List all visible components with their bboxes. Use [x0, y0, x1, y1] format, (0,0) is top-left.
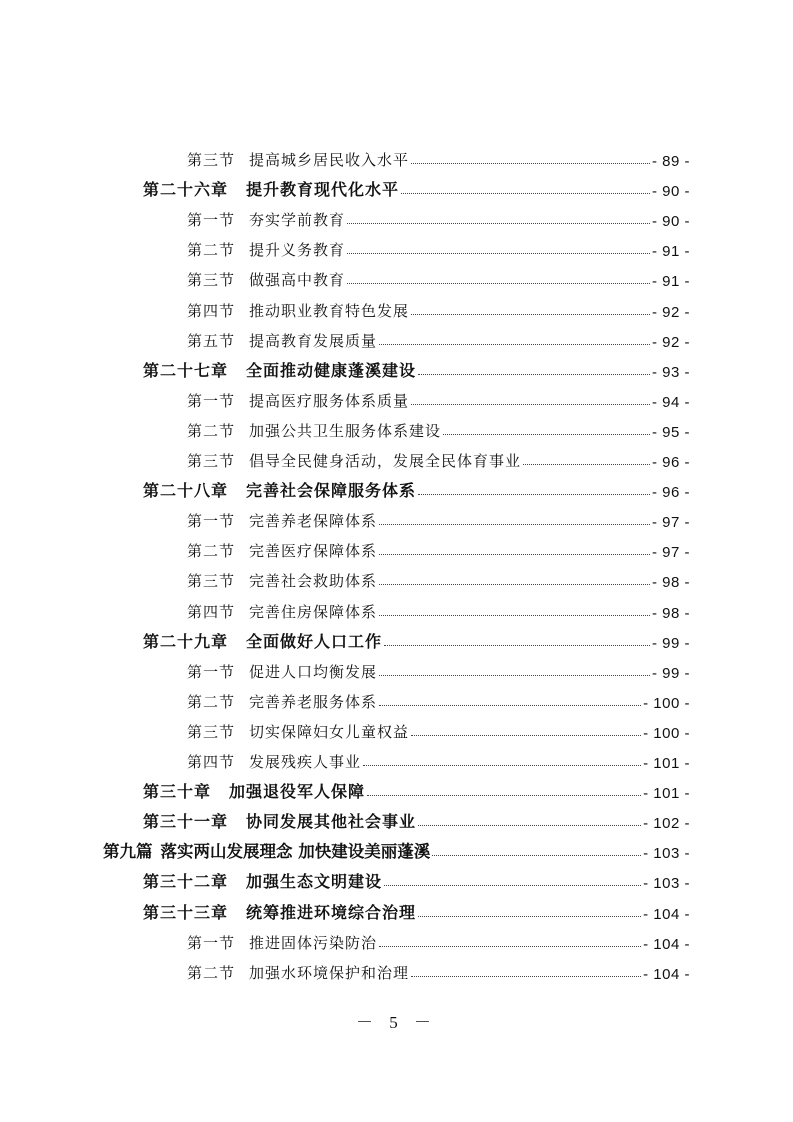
toc-entry-title: 加强退役军人保障 — [229, 782, 366, 802]
toc-section-entry[interactable] — [187, 291, 690, 321]
toc-entry-page-number: - 96 - — [651, 454, 690, 471]
toc-section-entry[interactable] — [187, 652, 690, 682]
toc-entry-title: 加强公共卫生服务体系建设 — [249, 421, 442, 440]
toc-chapter-entry[interactable] — [143, 622, 690, 652]
toc-dot-leader — [347, 222, 650, 224]
toc-entry-page-number: - 101 - — [643, 785, 690, 803]
toc-section-entry[interactable] — [187, 561, 690, 591]
toc-entry-number: 第一节 — [187, 211, 236, 230]
toc-dot-leader — [379, 523, 650, 525]
toc-entry-page-number: - 98 - — [651, 574, 690, 592]
toc-entry-page-number: - 99 - — [651, 664, 690, 682]
toc-dot-leader — [411, 313, 650, 315]
toc-entry-title: 促进人口均衡发展 — [249, 662, 378, 681]
toc-section-entry[interactable] — [187, 441, 690, 471]
toc-dot-leader — [418, 915, 641, 917]
page-number-footer: － 5 － — [356, 1013, 437, 1032]
toc-entry-title: 提高医疗服务体系质量 — [249, 391, 410, 410]
toc-entry-number: 第三节 — [187, 271, 236, 290]
toc-dot-leader — [411, 162, 650, 164]
toc-entry-number: 第二节 — [187, 963, 236, 982]
toc-dot-leader — [523, 463, 650, 465]
toc-entry-number: 第五节 — [187, 331, 236, 350]
toc-entry-title: 提升义务教育 — [249, 241, 346, 260]
toc-section-entry[interactable] — [187, 531, 690, 561]
toc-entry-title: 完善社会救助体系 — [249, 572, 378, 591]
toc-chapter-entry[interactable] — [143, 772, 690, 802]
toc-entry-title: 协同发展其他社会事业 — [246, 812, 417, 832]
toc-part-entry[interactable] — [103, 832, 690, 862]
toc-entry-title: 切实保障妇女儿童权益 — [249, 722, 410, 741]
toc-entry-title: 完善养老保障体系 — [249, 512, 378, 531]
toc-chapter-entry[interactable] — [143, 802, 690, 832]
toc-entry-page-number: - 93 - — [651, 363, 690, 381]
toc-dot-leader — [384, 884, 641, 886]
toc-section-entry[interactable] — [187, 712, 690, 742]
toc-entry-title: 统筹推进环境综合治理 — [246, 902, 417, 922]
toc-entry-page-number: - 92 - — [651, 333, 690, 351]
toc-section-entry[interactable] — [187, 321, 690, 351]
toc-entry-page-number: - 91 - — [651, 243, 690, 261]
toc-dot-leader — [379, 583, 650, 585]
toc-entry-number: 第三节 — [187, 722, 236, 741]
toc-entry-page-number: - 90 - — [651, 213, 690, 231]
toc-entry-title: 落实两山发展理念 加快建设美丽蓬溪 — [160, 842, 431, 862]
toc-entry-number: 第三十章 — [143, 782, 212, 802]
toc-dot-leader — [379, 553, 650, 555]
toc-entry-number: 第二十六章 — [143, 180, 229, 200]
toc-dot-leader — [379, 614, 650, 616]
toc-section-entry[interactable] — [187, 742, 690, 772]
toc-dot-leader — [363, 764, 641, 766]
toc-section-entry[interactable] — [187, 140, 690, 170]
toc-entry-number: 第三十二章 — [143, 872, 229, 892]
toc-entry-page-number: - 103 - — [643, 875, 690, 893]
toc-entry-number: 第二节 — [187, 241, 236, 260]
toc-section-entry[interactable] — [187, 260, 690, 290]
toc-dot-leader — [401, 192, 650, 194]
toc-entry-number: 第九篇 — [103, 842, 153, 862]
toc-dot-leader — [418, 493, 650, 495]
toc-dot-leader — [379, 704, 641, 706]
toc-dot-leader — [432, 854, 641, 856]
toc-entry-page-number: - 97 - — [651, 544, 690, 562]
toc-entry-title: 夯实学前教育 — [249, 211, 346, 230]
toc-entry-number: 第三十三章 — [143, 902, 229, 922]
toc-dot-leader — [411, 403, 650, 405]
toc-entry-title: 倡导全民健身活动，发展全民体育事业 — [249, 452, 522, 470]
toc-entry-page-number: - 101 - — [643, 755, 690, 772]
toc-entry-number: 第四节 — [187, 301, 236, 320]
toc-dot-leader — [443, 433, 650, 435]
toc-section-entry[interactable] — [187, 592, 690, 622]
toc-entry-title: 提升教育现代化水平 — [246, 180, 400, 200]
toc-entry-number: 第三节 — [187, 572, 236, 591]
toc-entry-page-number: - 91 - — [651, 273, 690, 291]
toc-entry-title: 加强生态文明建设 — [246, 872, 383, 892]
toc-chapter-entry[interactable] — [143, 170, 690, 200]
toc-section-entry[interactable] — [187, 682, 690, 712]
toc-dot-leader — [347, 252, 650, 254]
toc-entry-number: 第三节 — [187, 452, 236, 470]
toc-entry-page-number: - 95 - — [651, 423, 690, 441]
toc-dot-leader — [384, 644, 650, 646]
toc-chapter-entry[interactable] — [143, 862, 690, 892]
toc-entry-number: 第一节 — [187, 391, 236, 410]
toc-entry-title: 完善养老服务体系 — [249, 692, 378, 711]
toc-chapter-entry[interactable] — [143, 893, 690, 923]
toc-entry-title: 完善医疗保障体系 — [249, 542, 378, 561]
toc-entry-page-number: - 89 - — [651, 153, 690, 170]
toc-entry-page-number: - 102 - — [643, 815, 690, 833]
toc-chapter-entry[interactable] — [143, 471, 690, 501]
toc-entry-number: 第三节 — [187, 151, 236, 169]
toc-entry-number: 第二十九章 — [143, 631, 229, 651]
toc-entry-number: 第二节 — [187, 421, 236, 440]
toc-entry-page-number: - 104 - — [643, 905, 690, 923]
toc-entry-number: 第三十一章 — [143, 812, 229, 832]
toc-section-entry[interactable] — [187, 411, 690, 441]
toc-dot-leader — [411, 734, 641, 736]
toc-entry-number: 第一节 — [187, 662, 236, 681]
toc-entry-page-number: - 104 - — [643, 965, 690, 983]
toc-entry-number: 第四节 — [187, 753, 236, 771]
toc-entry-title: 完善住房保障体系 — [249, 602, 378, 621]
toc-entry-title: 提高城乡居民收入水平 — [249, 151, 410, 169]
toc-dot-leader — [347, 282, 650, 284]
toc-entry-page-number: - 100 - — [643, 724, 690, 742]
toc-entry-title: 提高教育发展质量 — [249, 331, 378, 350]
toc-entry-page-number: - 99 - — [651, 634, 690, 652]
toc-entry-page-number: - 103 - — [643, 845, 690, 863]
toc-section-entry[interactable] — [187, 923, 690, 953]
toc-entry-number: 第二十八章 — [143, 481, 229, 501]
toc-entry-page-number: - 97 - — [651, 514, 690, 532]
toc-entry-title: 完善社会保障服务体系 — [246, 481, 417, 501]
toc-entry-page-number: - 90 - — [651, 183, 690, 201]
toc-dot-leader — [418, 373, 650, 375]
toc-dot-leader — [367, 794, 641, 796]
toc-entry-page-number: - 94 - — [651, 393, 690, 411]
toc-entry-title: 推进固体污染防治 — [249, 933, 378, 952]
toc-entry-title: 做强高中教育 — [249, 271, 346, 290]
toc-dot-leader — [379, 674, 650, 676]
toc-section-entry[interactable] — [187, 230, 690, 260]
toc-chapter-entry[interactable] — [143, 351, 690, 381]
toc-dot-leader — [411, 975, 641, 977]
toc-entry-page-number: - 96 - — [651, 484, 690, 502]
toc-entry-number: 第四节 — [187, 602, 236, 621]
toc-entry-title: 推动职业教育特色发展 — [249, 301, 410, 320]
toc-dot-leader — [418, 824, 641, 826]
toc-entry-page-number: - 104 - — [643, 935, 690, 953]
toc-entry-page-number: - 100 - — [643, 694, 690, 712]
toc-entry-title: 发展残疾人事业 — [249, 753, 362, 771]
toc-section-entry[interactable] — [187, 381, 690, 411]
toc-entry-page-number: - 92 - — [651, 303, 690, 321]
toc-entry-page-number: - 98 - — [651, 604, 690, 622]
toc-section-entry[interactable] — [187, 953, 690, 983]
toc-entry-number: 第二节 — [187, 542, 236, 561]
toc-dot-leader — [379, 945, 641, 947]
toc-dot-leader — [379, 343, 650, 345]
toc-entry-number: 第一节 — [187, 933, 236, 952]
toc-entry-title: 全面做好人口工作 — [246, 631, 383, 651]
toc-entry-number: 第二十七章 — [143, 360, 229, 380]
toc-section-entry[interactable] — [187, 200, 690, 230]
toc-entry-number: 第一节 — [187, 512, 236, 531]
toc-entry-title: 加强水环境保护和治理 — [249, 963, 410, 982]
toc-entry-number: 第二节 — [187, 692, 236, 711]
toc-entry-title: 全面推动健康蓬溪建设 — [246, 360, 417, 380]
toc-section-entry[interactable] — [187, 501, 690, 531]
